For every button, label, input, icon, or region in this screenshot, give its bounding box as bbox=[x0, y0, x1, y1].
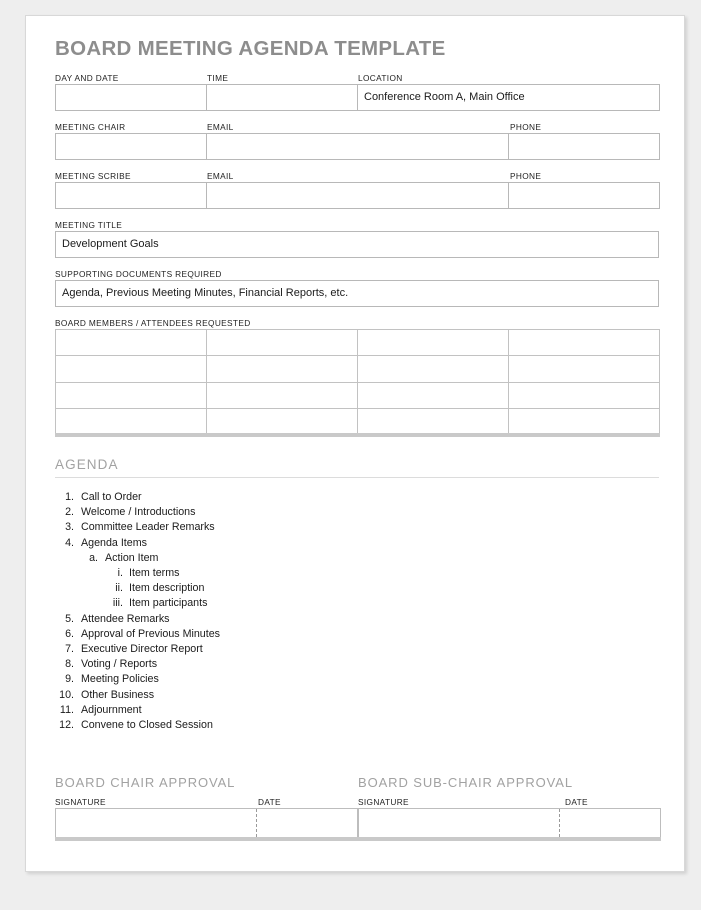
agenda-item-marker: 12. bbox=[59, 719, 74, 732]
agenda-item-marker: 7. bbox=[65, 643, 74, 656]
list-item bbox=[55, 536, 659, 551]
chair-label-row bbox=[55, 122, 659, 133]
agenda-list bbox=[55, 490, 659, 733]
board-member-cell[interactable] bbox=[358, 409, 509, 436]
scribe-label-row bbox=[55, 171, 659, 182]
page-title: BOARD MEETING AGENDA TEMPLATE bbox=[55, 37, 446, 60]
agenda-item-label: Voting / Reports bbox=[81, 658, 158, 671]
document-page bbox=[25, 15, 685, 872]
meeting-chair-block bbox=[55, 122, 659, 160]
list-item bbox=[55, 672, 659, 687]
agenda-item-label: Other Business bbox=[81, 688, 155, 701]
scribe-phone-input[interactable] bbox=[509, 182, 660, 208]
agenda-heading: AGENDA bbox=[55, 457, 119, 473]
board-members-label: BOARD MEMBERS / ATTENDEES REQUESTED bbox=[55, 317, 251, 328]
chair-email-input[interactable] bbox=[207, 133, 509, 159]
chair-signature-input[interactable] bbox=[56, 809, 257, 839]
supporting-documents-label-row bbox=[55, 269, 659, 280]
board-chair-approval-title: BOARD CHAIR APPROVAL bbox=[55, 775, 236, 791]
sub-chair-signature-input[interactable] bbox=[359, 809, 560, 839]
agenda-item-marker: 3. bbox=[65, 521, 74, 534]
board-member-cell[interactable] bbox=[358, 382, 509, 409]
chair-phone-input[interactable] bbox=[509, 133, 660, 159]
document-body bbox=[55, 38, 659, 844]
meeting-chair-table bbox=[55, 133, 660, 160]
chair-email-label: EMAIL bbox=[207, 121, 234, 132]
list-item bbox=[55, 718, 659, 733]
board-member-cell[interactable] bbox=[56, 329, 207, 356]
agenda-item-marker: i. bbox=[117, 567, 123, 580]
agenda-item-label: Attendee Remarks bbox=[81, 612, 170, 625]
table-row bbox=[56, 809, 358, 839]
sub-chair-date-input[interactable] bbox=[560, 809, 661, 839]
table-row bbox=[56, 409, 660, 436]
scribe-email-input[interactable] bbox=[207, 182, 509, 208]
meeting-title-label: MEETING TITLE bbox=[55, 219, 123, 230]
agenda-item-marker: 6. bbox=[65, 627, 74, 640]
meeting-scribe-table bbox=[55, 182, 660, 209]
supporting-documents-block bbox=[55, 269, 659, 307]
list-item bbox=[55, 505, 659, 520]
chair-date-label: DATE bbox=[258, 797, 281, 808]
meeting-chair-input[interactable] bbox=[56, 133, 207, 159]
board-member-cell[interactable] bbox=[56, 409, 207, 436]
agenda-divider bbox=[55, 477, 659, 478]
agenda-item-marker: a. bbox=[89, 551, 98, 564]
agenda-item-label: Item participants bbox=[129, 597, 208, 610]
agenda-item-label: Adjournment bbox=[81, 703, 142, 716]
time-input[interactable] bbox=[207, 84, 358, 110]
table-row bbox=[56, 84, 660, 110]
signature-tables bbox=[55, 808, 659, 844]
list-item bbox=[55, 703, 659, 718]
table-row bbox=[56, 382, 660, 409]
list-item bbox=[55, 520, 659, 535]
agenda-item-label: Convene to Closed Session bbox=[81, 719, 213, 732]
agenda-item-marker: 4. bbox=[65, 536, 74, 549]
day-and-date-label: DAY AND DATE bbox=[55, 72, 119, 83]
scribe-email-label: EMAIL bbox=[207, 170, 234, 181]
agenda-item-marker: 9. bbox=[65, 673, 74, 686]
meeting-datetime-location-block bbox=[55, 73, 659, 111]
sub-chair-date-label: DATE bbox=[565, 797, 588, 808]
meeting-scribe-input[interactable] bbox=[56, 182, 207, 208]
agenda-item-label: Call to Order bbox=[81, 491, 142, 504]
table-row bbox=[56, 280, 659, 306]
list-item bbox=[55, 688, 659, 703]
list-item bbox=[55, 490, 659, 505]
board-member-cell[interactable] bbox=[207, 356, 358, 383]
board-members-label-row bbox=[55, 318, 659, 329]
chair-phone-label: PHONE bbox=[510, 121, 542, 132]
board-member-cell[interactable] bbox=[207, 382, 358, 409]
meeting-title-input[interactable]: Development Goals bbox=[56, 231, 659, 257]
sub-chair-signature-label: SIGNATURE bbox=[358, 797, 409, 808]
table-row bbox=[56, 329, 660, 356]
agenda-item-label: Item description bbox=[129, 582, 205, 595]
list-item bbox=[55, 551, 659, 566]
board-member-cell[interactable] bbox=[509, 356, 660, 383]
agenda-item-marker: 5. bbox=[65, 612, 74, 625]
supporting-documents-input[interactable]: Agenda, Previous Meeting Minutes, Financial Reports, etc. bbox=[56, 280, 659, 306]
list-item bbox=[55, 581, 659, 596]
board-member-cell[interactable] bbox=[56, 382, 207, 409]
board-members-block bbox=[55, 318, 659, 438]
supporting-documents-label: SUPPORTING DOCUMENTS REQUIRED bbox=[55, 268, 222, 279]
agenda-item-label: Item terms bbox=[129, 567, 180, 580]
list-item bbox=[55, 627, 659, 642]
agenda-item-marker: 1. bbox=[65, 491, 74, 504]
meeting-title-label-row bbox=[55, 220, 659, 231]
table-row bbox=[56, 133, 660, 159]
time-label: TIME bbox=[207, 72, 229, 83]
approval-headings bbox=[55, 775, 659, 795]
board-member-cell[interactable] bbox=[358, 356, 509, 383]
agenda-item-label: Meeting Policies bbox=[81, 673, 159, 686]
signature-label-row bbox=[55, 797, 659, 808]
scribe-phone-label: PHONE bbox=[510, 170, 542, 181]
agenda-item-label: Approval of Previous Minutes bbox=[81, 627, 221, 640]
day-and-date-input[interactable] bbox=[56, 84, 207, 110]
list-item bbox=[55, 596, 659, 611]
datetime-location-table bbox=[55, 84, 660, 111]
board-members-rows bbox=[56, 329, 660, 435]
list-item bbox=[55, 642, 659, 657]
table-row bbox=[56, 231, 659, 257]
board-members-table bbox=[55, 329, 660, 438]
agenda-item-label: Action Item bbox=[105, 551, 159, 564]
list-item bbox=[55, 566, 659, 581]
chair-signature-label: SIGNATURE bbox=[55, 797, 106, 808]
board-member-cell[interactable] bbox=[509, 409, 660, 436]
meeting-scribe-label: MEETING SCRIBE bbox=[55, 170, 131, 181]
table-row bbox=[359, 809, 661, 839]
agenda-item-label: Agenda Items bbox=[81, 536, 147, 549]
meeting-title-table bbox=[55, 231, 659, 258]
table-row bbox=[56, 356, 660, 383]
board-member-cell[interactable] bbox=[509, 329, 660, 356]
list-item bbox=[55, 612, 659, 627]
meeting-scribe-block bbox=[55, 171, 659, 209]
board-member-cell[interactable] bbox=[509, 382, 660, 409]
board-sub-chair-signature-table bbox=[358, 808, 661, 841]
agenda-item-label: Welcome / Introductions bbox=[81, 506, 196, 519]
agenda-item-marker: 8. bbox=[65, 658, 74, 671]
board-member-cell[interactable] bbox=[207, 329, 358, 356]
supporting-documents-table bbox=[55, 280, 659, 307]
agenda-item-marker: ii. bbox=[115, 582, 123, 595]
table-row bbox=[56, 182, 660, 208]
board-member-cell[interactable] bbox=[56, 356, 207, 383]
board-member-cell[interactable] bbox=[358, 329, 509, 356]
board-chair-signature-table bbox=[55, 808, 358, 841]
agenda-item-marker: iii. bbox=[112, 597, 123, 610]
list-item bbox=[55, 657, 659, 672]
location-label: LOCATION bbox=[358, 72, 403, 83]
board-member-cell[interactable] bbox=[207, 409, 358, 436]
chair-date-input[interactable] bbox=[257, 809, 358, 839]
agenda-item-label: Executive Director Report bbox=[81, 643, 203, 656]
agenda-item-marker: 2. bbox=[65, 506, 74, 519]
datetime-location-label-row bbox=[55, 73, 659, 84]
location-input[interactable]: Conference Room A, Main Office bbox=[358, 84, 660, 110]
board-sub-chair-approval-title: BOARD SUB-CHAIR APPROVAL bbox=[358, 775, 573, 791]
agenda-item-marker: 10. bbox=[59, 688, 74, 701]
agenda-item-marker: 11. bbox=[59, 703, 74, 716]
agenda-item-label: Committee Leader Remarks bbox=[81, 521, 215, 534]
meeting-chair-label: MEETING CHAIR bbox=[55, 121, 126, 132]
meeting-title-block bbox=[55, 220, 659, 258]
